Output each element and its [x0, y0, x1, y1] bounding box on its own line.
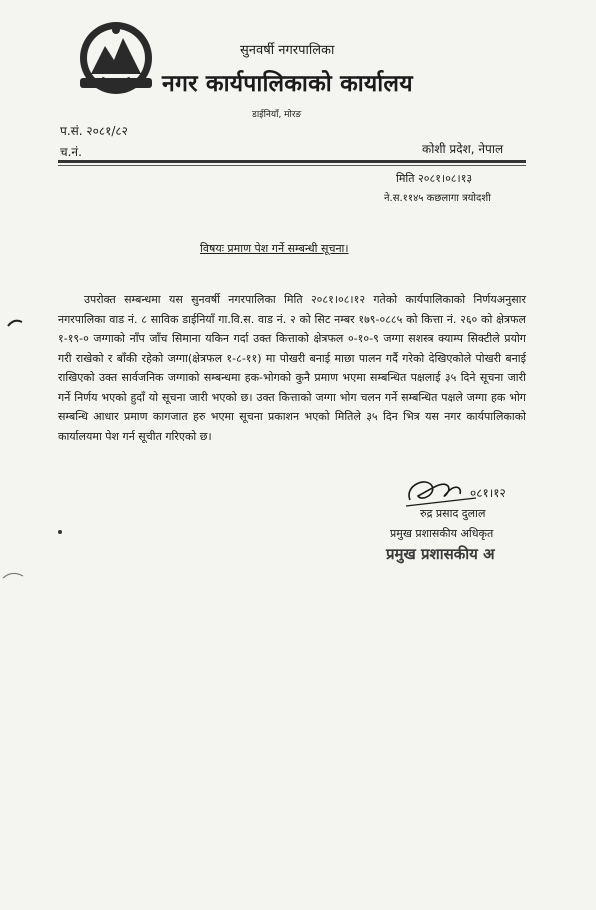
header-rule-thin [58, 165, 526, 166]
issue-date: मिति २०८१।०८।१३ [396, 172, 473, 185]
notice-paragraph: उपरोक्त सम्बन्धमा यस सुनवर्षी नगरपालिका मिति २०८१।०८।१२ गतेको कार्यपालिकाको निर्णयअनुसार नगरपालिका वाड नं. ८ साविक डाईनियाँ गा.वि.स. वाड नं. २ को सिट नम्बर १७९-०८८५ को कित्ता नं. २६० को क्षेत्रफल १-१९-० जग्गाको नाँप जाँच सिमाना यकिन गर्दा उक्त कित्ताको क्षेत्रफल ०-१०-९ जग्गा सशस्त्र क्याम्प सिक्टीले प्रयोग गरी राखेको र बाँकी रहेको जग्गा(क्षेत्रफल १-८-११) मा पोखरी बनाई माछा पालन गर्दै गरेको देखिएकोले पोखरी बनाई राखिएको उक्त सार्वजनिक जग्गाको सम्बन्धमा हक-भोगको कुनै प्रमाण भएमा सम्बन्धित पक्षलाई ३५ दिने सूचना जारी गर्ने निर्णय भएको हुदाँ यो सूचना जारी भएको छ। उक्त कित्ताको जग्गा भोग चलन गर्ने सम्बन्धित पक्षले जग्गा हक भोग सम्बन्धि आधार प्रमाण कागजात हरु भएमा सूचना प्रकाशन भएको मितिले ३५ दिन भित्र यस नगर कार्यपालिकाको कार्यालयमा पेश गर्न सूचीत गरिएको छ। [58, 293, 526, 443]
scan-dot [58, 530, 62, 534]
scan-mark [2, 570, 24, 580]
province-label: कोशी प्रदेश, नेपाल [422, 142, 504, 156]
org-name: सुनवर्षी नगरपालिका [240, 43, 335, 58]
scan-mark [6, 318, 24, 328]
notice-body [58, 290, 526, 446]
official-stamp: प्रमुख प्रशासकीय अ [386, 545, 495, 563]
header-rule-thick [58, 160, 526, 163]
nepal-samvat-date: ने.स.११४५ कछलागा त्रयोदशी [384, 193, 491, 204]
signatory-name: रुद्र प्रसाद दुलाल [420, 507, 486, 520]
reference-patra-sankhya: प.सं. २०८१/८२ [60, 124, 128, 138]
signature-date: ०८१।१२ [470, 486, 506, 500]
office-address: डाईनियाँ, मोरङ [252, 110, 302, 120]
signatory-designation: प्रमुख प्रशासकीय अधिकृत [390, 527, 494, 540]
office-name: नगर कार्यपालिकाको कार्यालय [162, 71, 413, 97]
subject-line: विषयः प्रमाण पेश गर्ने सम्बन्धी सूचना। [200, 242, 349, 255]
nepal-emblem-icon [76, 18, 156, 98]
reference-chalani-number: च.नं. [60, 145, 82, 159]
